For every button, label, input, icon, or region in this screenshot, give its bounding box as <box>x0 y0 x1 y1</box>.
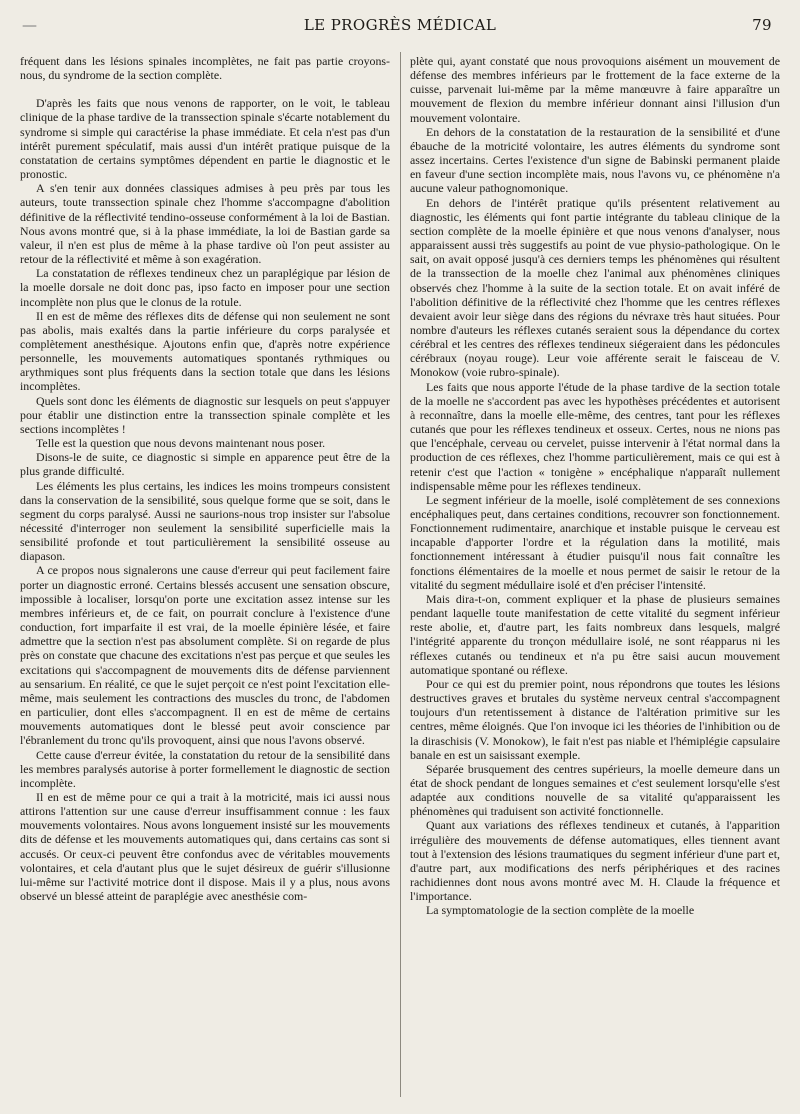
paragraph: Cette cause d'erreur évitée, la constatation du retour de la sensibilité dans les membres paralysés autorise à porter formellement le diagnostic de section incomplète. <box>20 747 390 790</box>
paragraph: Les éléments les plus certains, les indices les moins trompeurs consistent dans la conservation de la sensibilité, sous quelque forme que se soit, dans le segment du corps paralysé. Aussi ne saurions-nous trop insister sur l'absolue nécessité d'interroger non seulement la sensibilité superficielle mais la sensibilité profonde et tout particulièrement la sensibilité osseuse au diapason. <box>20 478 390 564</box>
paragraph: Séparée brusquement des centres supérieurs, la moelle demeure dans un état de shock pendant de longues semaines et c'est seulement lorsqu'elle s'est adaptée aux conditions nouvelle de sa vitalité qu'apparaissent les phénomènes qui traduisent son activité fonctionnelle. <box>410 761 780 819</box>
paragraph: plète qui, ayant constaté que nous provoquions aisément un mouvement de défense des membres inférieurs par le frottement de la face externe de la cuisse, parvenait lui-même par la même manœuvre à faire apparaître un mouvement de flexion du membre inférieur donnant ainsi l'illusion d'un mouvement volontaire. <box>410 54 780 125</box>
paragraph: D'après les faits que nous venons de rapporter, on le voit, le tableau clinique de la phase tardive de la transsection spinale s'écarte notablement du syndrome si simple qui caractérise la phase immédiate. Et cela n'est pas d'un intérêt purement spéculatif, mais aussi d'un intérêt pratique puisque de la constatation de certains symptômes dépendent en partie le diagnostic et le pronostic. <box>20 96 390 182</box>
journal-title: LE PROGRÈS MÉDICAL <box>303 16 497 34</box>
paragraph: En dehors de la constatation de la restauration de la sensibilité et d'une ébauche de la motricité volontaire, les autres éléments du syndrome sont assez incertains. Certes l'existence d'un signe de Babinski permanent plaide en faveur d'une section incomplète mais, nous l'avons vu, ce phénomène n'a aucune valeur pathognomonique. <box>410 124 780 196</box>
paragraph: La symptomatologie de la section complète de la moelle <box>426 903 695 918</box>
left-column <box>20 54 390 1106</box>
paragraph: Quant aux variations des réflexes tendineux et cutanés, à l'apparition irrégulière des mouvements de défense automatiques, elles tiennent avant tout à l'extension des lésions traumatiques du segment inférieur d'une part et, d'autre part, aux modifications des nerfs périphériques et des racines rachidiennes dont nous avons montré avec M. H. Claude la fréquence et l'importance. <box>410 818 780 904</box>
running-header <box>22 14 778 38</box>
paragraph: Quels sont donc les éléments de diagnostic sur lesquels on peut s'appuyer pour établir une distinction entre la transsection spinale complète et les sections incomplètes ! <box>20 393 390 436</box>
paragraph: Mais dira-t-on, comment expliquer et la phase de plusieurs semaines pendant laquelle toute manifestation de cette vitalité du segment inférieur reste abolie, et, d'autre part, les faits nombreux dans lesquels, malgré l'intégrité apparente du tronçon médullaire isolé, ne sont réapparus ni les réflexes cutanés ou tendineux et n'a pu être saisi aucun mouvement automatique spontané ou réflexe. <box>410 591 780 677</box>
paragraph: fréquent dans les lésions spinales incomplètes, ne fait pas partie croyons-nous, du syndrome de la section complète. <box>20 54 390 83</box>
page-number: 79 <box>752 16 772 34</box>
paragraph: La constatation de réflexes tendineux chez un paraplégique par lésion de la moelle dorsale ne doit donc pas, ipso facto en imposer pour une section incomplète non plus que le clonus de la rotule. <box>20 266 390 309</box>
paragraph: Le segment inférieur de la moelle, isolé complètement de ses connexions encéphaliques peut, dans certaines conditions, recouvrer son fonctionnement. Fonctionnement rudimentaire, anarchique et instable puisque le cerveau est incapable d'apporter l'ordre et la régulation dans la motilité, mais fonctionnement intéressant à étudier puisqu'il nous fait connaître les fonctions élémentaires de la moelle et nous permet de saisir le retour de la vitalité du segment médullaire isolé et d'en préciser l'intensité. <box>410 492 780 592</box>
right-column <box>410 54 780 1106</box>
paragraph: Telle est la question que nous devons maintenant nous poser. <box>36 436 326 451</box>
header-corner-mark: — <box>22 16 38 34</box>
paragraph: Les faits que nous apporte l'étude de la phase tardive de la section totale de la moelle ne s'accordent pas avec les hypothèses précédentes et autorisent à reconnaître, dans la moelle elle-même, des centres, tant pour les réflexes cutanés que pour les réflexes tendineux et osseux. Certes, nous ne nions pas que l'encéphale, cerveau ou cervelet, puisse intervenir à l'état normal dans la production de ces réflexes, chez l'homme particulièrement, mais ce qui est à retenir c'est que l'action « tonigène » encéphalique n'apparaît nullement indispensable même pour les réflexes tendineux. <box>410 379 780 493</box>
paragraph: Il en est de même pour ce qui a trait à la motricité, mais ici aussi nous attirons l'attention sur une cause d'erreur insuffisamment connue : les faux mouvements volontaires. Nous avons longuement insisté sur les mouvements dits de défense et les mouvements automatiques qui, dans certains cas sont si accusés. Or ceux-ci peuvent être confondus avec de véritables mouvements volontaires, et cela d'autant plus que le sujet désireux de guérir s'illusionne lui-même sur l'activité motrice dont il dispose. Mais il y a plus, nous avons observé un blessé atteint de paraplégie avec anesthésie com- <box>20 789 390 904</box>
paragraph: Il en est de même des réflexes dits de défense qui non seulement ne sont pas abolis, mais exaltés dans la partie inférieure du corps paralysée et complètement anesthésique. Ajoutons enfin que, d'après notre expérience personnelle, les mouvements automatiques spontanés rythmiques ou arythmiques sont plus fréquents dans la section totale que dans les lésions incomplètes. <box>20 308 390 394</box>
paragraph: Pour ce qui est du premier point, nous répondrons que toutes les lésions destructives graves et brutales du système nerveux central s'accompagnent toujours d'un retentissement à distance de l'altération primitive sur les centres, même éloignés. Que l'on invoque ici les théories de l'inhibition ou de la diraschisis (V. Monokow), le fait n'est pas niable et l'hémiplégie capsulaire banale en est un saisissant exemple. <box>410 676 780 762</box>
column-divider <box>400 52 401 1097</box>
paragraph: A ce propos nous signalerons une cause d'erreur qui peut facilement faire porter un diagnostic erroné. Certains blessés accusent une sensation obscure, impossible à localiser, lorsqu'on porte une excitation assez intense sur les membres inférieurs et, de ce fait, on pourrait conclure à l'existence d'une conduction, fort imparfaite il est vrai, de la moelle épinière lésée, et faire admettre que la section n'est pas absolument complète. Si on regarde de plus près on constate que chacune des excitations n'est pas perçue et que seules les excitations qui s'accompagnent de mouvements dits de défense parviennent au sensarium. En réalité, ce que le sujet perçoit ce n'est point l'excitation elle-même, mais seulement les contractions des muscles du tronc, de l'abdomen en particulier, dont elles s'accompagnent. Il en est de même de certains mouvements automatiques dont le blessé peut avoir conscience par l'ébranlement du tronc qu'ils provoquent, ainsi que nous l'avons observé. <box>20 563 390 748</box>
paragraph: Disons-le de suite, ce diagnostic si simple en apparence peut être de la plus grande difficulté. <box>20 450 390 479</box>
paragraph: A s'en tenir aux données classiques admises à peu près par tous les auteurs, toute transsection spinale chez l'homme s'accompagne d'abolition définitive de la réflectivité tendino-osseuse conformément à la loi de Bastian. Nous avons montré que, si à la phase immédiate, la loi de Bastian garde sa valeur, il n'en est plus de même à la phase tardive où l'on peut assister au retour de la réflectivité et même à son exagération. <box>20 181 390 267</box>
paragraph: En dehors de l'intérêt pratique qu'ils présentent relativement au diagnostic, les éléments qui font partie intégrante du tableau clinique de la section complète de la moelle épinière et que nous venons d'analyser, nous apparaissent aussi très suggestifs au point de vue physio-pathologique. On le sait, on avait opposé jusqu'à ces derniers temps les phénomènes qui résultent de la transsection de la moelle chez l'animal aux phénomènes cliniques observés chez l'homme à la suite de la section totale. Et on avait inféré de l'abolition définitive de la réflectivité chez l'homme que les centres réflexes devaient avoir leur siège dans des régions du névraxe très haut situées. Pour nombre d'auteurs les réflexes cutanés seraient sous la dépendance du cortex cérébral et les centres des réflexes tendineux siégeraient dans les pédoncules cérébraux (noyau rouge). Leur voie afférente serait le faisceau de V. Monokow (voie rubro-spinale). <box>410 195 780 380</box>
